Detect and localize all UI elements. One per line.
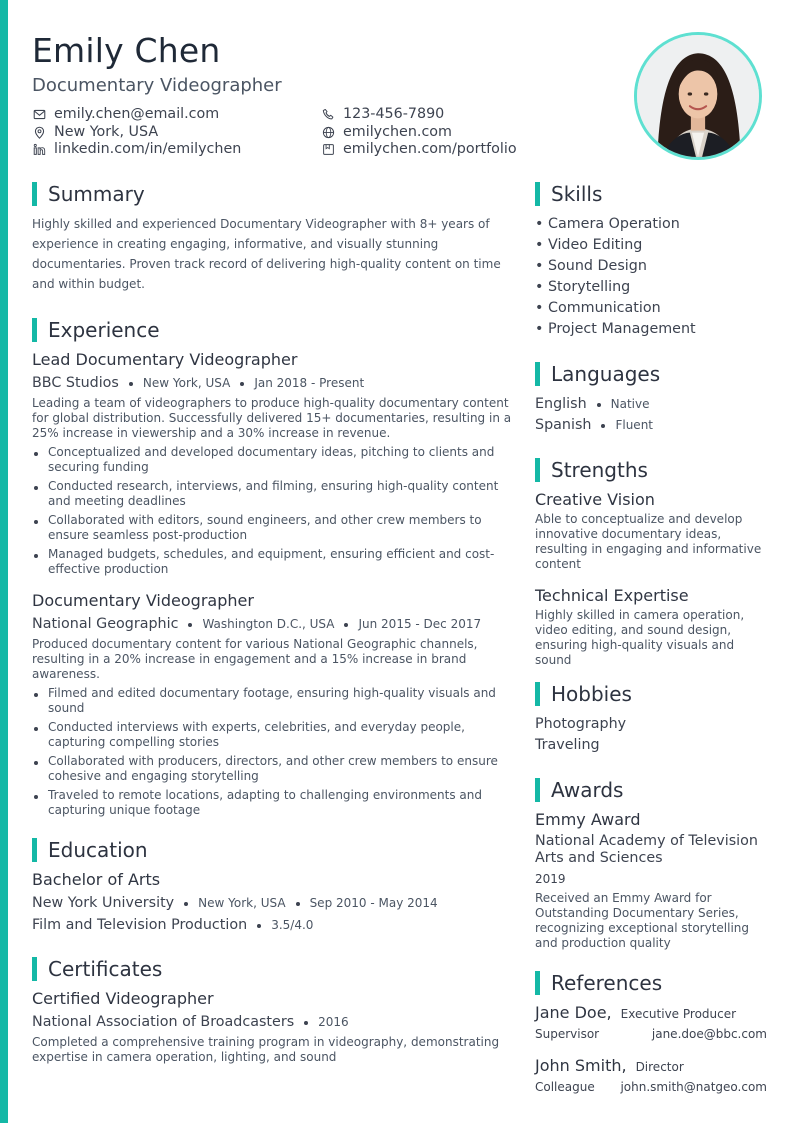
school-location: New York, USA <box>198 896 286 910</box>
separator-dot <box>184 902 188 906</box>
heading-accent <box>535 458 540 482</box>
heading-accent <box>535 778 540 802</box>
separator-dot <box>601 424 605 428</box>
left-column <box>32 182 512 1089</box>
education-meta <box>32 894 512 913</box>
languages-heading-text: Languages <box>551 362 661 386</box>
hobbies-heading <box>535 682 767 706</box>
strength-description: Highly skilled in camera operation, video editing, and sound design, ensuring high-quality visuals and sound <box>535 608 745 667</box>
strength-title: Creative Vision <box>535 490 655 509</box>
language-name: Spanish <box>535 417 592 433</box>
skills-section <box>535 182 767 340</box>
language-name: English <box>535 396 587 412</box>
certificate-meta <box>32 1013 512 1032</box>
resume-header <box>32 30 767 170</box>
separator-dot <box>344 623 348 627</box>
contact-location <box>32 124 321 142</box>
language-level: Native <box>610 397 650 411</box>
candidate-name: Emily Chen <box>32 31 221 70</box>
job-bullet: Collaborated with editors, sound engineers, and other crew members to ensure seamless post-production <box>32 513 512 543</box>
accent-bar <box>0 0 8 1123</box>
candidate-title: Documentary Videographer <box>32 75 282 96</box>
job-meta <box>32 615 512 634</box>
certificate-description: Completed a comprehensive training program in videography, demonstrating expertise in camera operation, lighting, and sound <box>32 1035 500 1064</box>
language-level: Fluent <box>615 418 654 432</box>
field-of-study: Film and Television Production <box>32 917 248 933</box>
separator-dot <box>240 382 244 386</box>
profile-photo-image <box>637 35 759 157</box>
summary-section <box>32 182 512 294</box>
certificate-name: Certified Videographer <box>32 989 214 1008</box>
gpa: 3.5/4.0 <box>271 918 314 932</box>
job-title: Documentary Videographer <box>32 591 254 610</box>
awards-section <box>535 778 767 951</box>
award-description: Received an Emmy Award for Outstanding Documentary Series, recognizing exceptional storytelling and production quality <box>535 891 750 950</box>
job-description: Leading a team of videographers to produce high-quality documentary content for global distribution. Successfully delivered 15+ documentaries, resulting in a 25% increase in viewership and a 30% increase in revenue. <box>32 396 512 440</box>
job-meta <box>32 374 512 393</box>
linkedin-icon <box>32 143 46 157</box>
heading-accent <box>32 838 37 862</box>
job-title: Lead Documentary Videographer <box>32 350 298 369</box>
certificate-year: 2016 <box>318 1015 349 1029</box>
experience-section <box>32 318 512 818</box>
hobby-item: Photography <box>535 716 627 732</box>
reference-relation: Supervisor <box>535 1027 600 1041</box>
job-description: Produced documentary content for various National Geographic channels, resulting in a 20% increase in engagement and a 15% increase in brand awareness. <box>32 637 478 681</box>
heading-accent <box>535 682 540 706</box>
heading-accent <box>535 971 540 995</box>
job-bullets <box>32 445 512 577</box>
contact-portfolio[interactable] <box>321 141 611 159</box>
summary-heading <box>32 182 512 206</box>
awards-heading-text: Awards <box>551 778 624 802</box>
job-bullet: Filmed and edited documentary footage, ensuring high-quality visuals and sound <box>32 686 512 716</box>
references-heading <box>535 971 767 995</box>
separator-dot <box>304 1021 308 1025</box>
reference-item <box>535 1003 767 1043</box>
job-entry <box>32 350 512 577</box>
job-company: National Geographic <box>32 616 179 632</box>
job-bullet: Traveled to remote locations, adapting to challenging environments and capturing unique footage <box>32 788 512 818</box>
email-icon <box>32 108 46 122</box>
certificates-heading <box>32 957 512 981</box>
phone-icon <box>321 108 335 122</box>
contact-list <box>32 106 612 159</box>
award-title: Emmy Award <box>535 810 641 829</box>
skill-item: • Video Editing <box>535 237 643 253</box>
contact-linkedin[interactable] <box>32 141 321 159</box>
reference-relation: Colleague <box>535 1080 595 1094</box>
heading-accent <box>32 318 37 342</box>
reference-name: John Smith, <box>535 1056 627 1075</box>
right-column <box>535 182 767 1120</box>
resume-page <box>32 30 767 1094</box>
contact-website-text: emilychen.com <box>343 123 452 140</box>
reference-item <box>535 1056 767 1096</box>
skill-item: • Storytelling <box>535 279 631 295</box>
education-section <box>32 838 512 935</box>
separator-dot <box>296 902 300 906</box>
job-bullet: Conceptualized and developed documentary ideas, pitching to clients and securing funding <box>32 445 512 475</box>
education-heading-text: Education <box>48 838 148 862</box>
hobbies-section <box>535 682 767 756</box>
job-dates: Jun 2015 - Dec 2017 <box>358 617 482 631</box>
skill-item: • Sound Design <box>535 258 647 274</box>
language-item <box>535 415 767 436</box>
hobby-item: Traveling <box>535 737 600 753</box>
job-bullet: Conducted interviews with experts, celebrities, and everyday people, capturing compelling stories <box>32 720 512 750</box>
contact-location-text: New York, USA <box>54 123 159 140</box>
language-item <box>535 394 767 415</box>
contact-website[interactable] <box>321 124 611 142</box>
skills-heading-text: Skills <box>551 182 603 206</box>
heading-accent <box>32 182 37 206</box>
profile-photo <box>634 32 762 160</box>
separator-dot <box>257 924 261 928</box>
strengths-heading-text: Strengths <box>551 458 648 482</box>
award-organization: National Academy of Television Arts and Sciences <box>535 833 758 866</box>
skills-list <box>535 214 767 340</box>
skill-item: • Communication <box>535 300 661 316</box>
school-name: New York University <box>32 895 175 911</box>
contact-email[interactable] <box>32 106 321 124</box>
strength-title: Technical Expertise <box>535 586 689 605</box>
job-entry <box>32 591 512 818</box>
education-heading <box>32 838 512 862</box>
hobbies-heading-text: Hobbies <box>551 682 632 706</box>
certificates-heading-text: Certificates <box>48 957 163 981</box>
languages-section <box>535 362 767 436</box>
heading-accent <box>535 362 540 386</box>
reference-position: Executive Producer <box>620 1007 737 1021</box>
summary-heading-text: Summary <box>48 182 145 206</box>
award-year: 2019 <box>535 872 566 886</box>
certificate-issuer: National Association of Broadcasters <box>32 1014 295 1030</box>
contact-phone-text: 123-456-7890 <box>343 106 445 122</box>
experience-heading-text: Experience <box>48 318 160 342</box>
reference-email[interactable]: john.smith@natgeo.com <box>620 1080 767 1094</box>
heading-accent <box>32 957 37 981</box>
job-dates: Jan 2018 - Present <box>254 376 365 390</box>
degree: Bachelor of Arts <box>32 870 161 889</box>
skill-item: • Project Management <box>535 321 696 337</box>
skill-item: • Camera Operation <box>535 216 680 232</box>
job-location: New York, USA <box>142 376 231 390</box>
strength-description: Able to conceptualize and develop innovative documentary ideas, resulting in engaging and informative content <box>535 512 762 571</box>
portfolio-icon <box>321 143 335 157</box>
references-section <box>535 971 767 1096</box>
strengths-section <box>535 458 767 668</box>
job-bullet: Managed budgets, schedules, and equipment, ensuring efficient and cost-effective production <box>32 547 512 577</box>
references-heading-text: References <box>551 971 663 995</box>
job-bullet: Conducted research, interviews, and filming, ensuring high-quality content and meeting deadlines <box>32 479 512 509</box>
separator-dot <box>129 382 133 386</box>
skills-heading <box>535 182 767 206</box>
education-field-row <box>32 916 512 935</box>
contact-email-text: emily.chen@email.com <box>54 106 220 122</box>
globe-icon <box>321 125 335 139</box>
contact-portfolio-text: emilychen.com/portfolio <box>343 141 517 157</box>
awards-heading <box>535 778 767 802</box>
reference-name: Jane Doe, <box>535 1003 612 1022</box>
reference-position: Director <box>635 1060 684 1074</box>
separator-dot <box>597 403 601 407</box>
education-dates: Sep 2010 - May 2014 <box>309 896 438 910</box>
heading-accent <box>535 182 540 206</box>
certificates-section <box>32 957 512 1065</box>
summary-text: Highly skilled and experienced Documentary Videographer with 8+ years of experience in creating engaging, informative, and visually stunning documentaries. Proven track record of delivering high-quality content on time and within budget. <box>32 217 501 291</box>
job-company: BBC Studios <box>32 375 119 391</box>
separator-dot <box>188 623 192 627</box>
job-bullet: Collaborated with producers, directors, and other crew members to ensure cohesive and engaging storytelling <box>32 754 512 784</box>
languages-heading <box>535 362 767 386</box>
reference-email[interactable]: jane.doe@bbc.com <box>651 1027 767 1041</box>
contact-phone[interactable] <box>321 106 611 124</box>
experience-heading <box>32 318 512 342</box>
contact-linkedin-text: linkedin.com/in/emilychen <box>54 141 242 157</box>
job-location: Washington D.C., USA <box>202 617 335 631</box>
strengths-heading <box>535 458 767 482</box>
location-icon <box>32 125 46 139</box>
job-bullets <box>32 686 512 818</box>
